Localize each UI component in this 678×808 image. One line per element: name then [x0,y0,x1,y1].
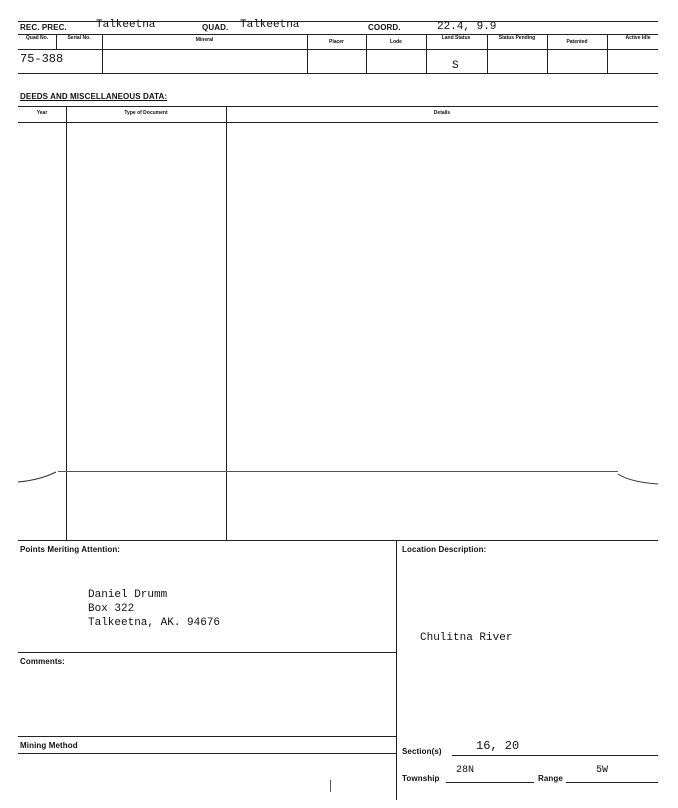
col-placer: Placer [328,39,344,45]
fold-marks [0,460,678,490]
coord-value: 22.4, 9.9 [437,21,497,33]
mining-method-label: Mining Method [20,741,78,750]
col-patented: Patented [566,39,588,45]
quad-no-value: 75-388 [20,52,64,66]
quad-value: Talkeetna [240,19,300,31]
deeds-heading: DEEDS AND MISCELLANEOUS DATA: [20,92,168,101]
points-label: Points Meriting Attention: [20,545,121,554]
comments-label: Comments: [20,657,65,666]
col-active-idle: Active Idle [625,35,651,41]
col-quad-no: Quad No. [25,35,49,41]
deeds-col-year: Year [36,110,48,116]
range-label: Range [538,774,563,783]
col-mineral: Mineral [195,37,214,43]
col-lode: Lode [390,39,402,45]
points-line1: Daniel Drumm [88,589,168,601]
points-line3: Talkeetna, AK. 94676 [88,617,221,629]
deeds-col-type: Type of Document [124,110,168,116]
points-line2: Box 322 [88,603,135,615]
land-status-value: S [452,60,459,72]
coord-label: COORD. [368,23,401,32]
col-land-status: Land Status [441,35,471,41]
col-serial-no: Serial No. [67,35,91,41]
quad-label: QUAD. [202,23,229,32]
location-value: Chulitna River [420,632,513,644]
township-label: Township [402,774,440,783]
deeds-col-details: Details [433,110,451,116]
township-value: 28N [456,765,475,776]
section-label: Section(s) [402,747,442,756]
rec-prec-label: REC. PREC. [20,23,67,32]
location-label: Location Description: [402,545,487,554]
section-value: 16, 20 [476,739,520,753]
col-status-pending: Status Pending [498,35,536,41]
range-value: 5W [596,765,609,776]
rec-prec-value: Talkeetna [96,19,156,31]
